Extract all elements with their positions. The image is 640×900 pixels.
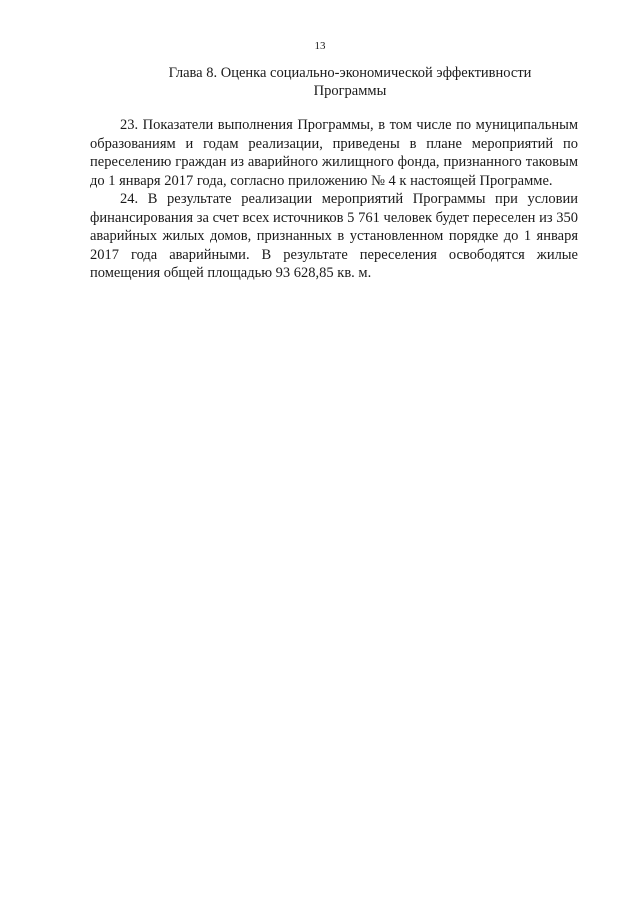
body-text (90, 116, 578, 283)
page-number: 13 (314, 40, 326, 52)
chapter-title (150, 64, 550, 100)
chapter-title-line-1: Глава 8. Оценка социально-экономической эффективности (168, 65, 532, 81)
paragraph-23: 23. Показатели выполнения Программы, в том числе по муниципальным образованиям и годам реализации, приведены в плане мероприятий по переселению граждан из аварийного жилищного фонда, признанного таковым до 1 января 2017 года, согласно приложению № 4 к настоящей Программе. (90, 117, 578, 189)
chapter-title-line-2: Программы (313, 83, 387, 99)
paragraph-24: 24. В результате реализации мероприятий Программы при условии финансирования за счет всех источников 5 761 человек будет переселен из 350 аварийных жилых домов, признанных в установленном порядке до 1 января 2017 года аварийными. В результате переселения освободятся жилые помещения общей площадью 93 628,85 кв. м. (90, 191, 578, 281)
